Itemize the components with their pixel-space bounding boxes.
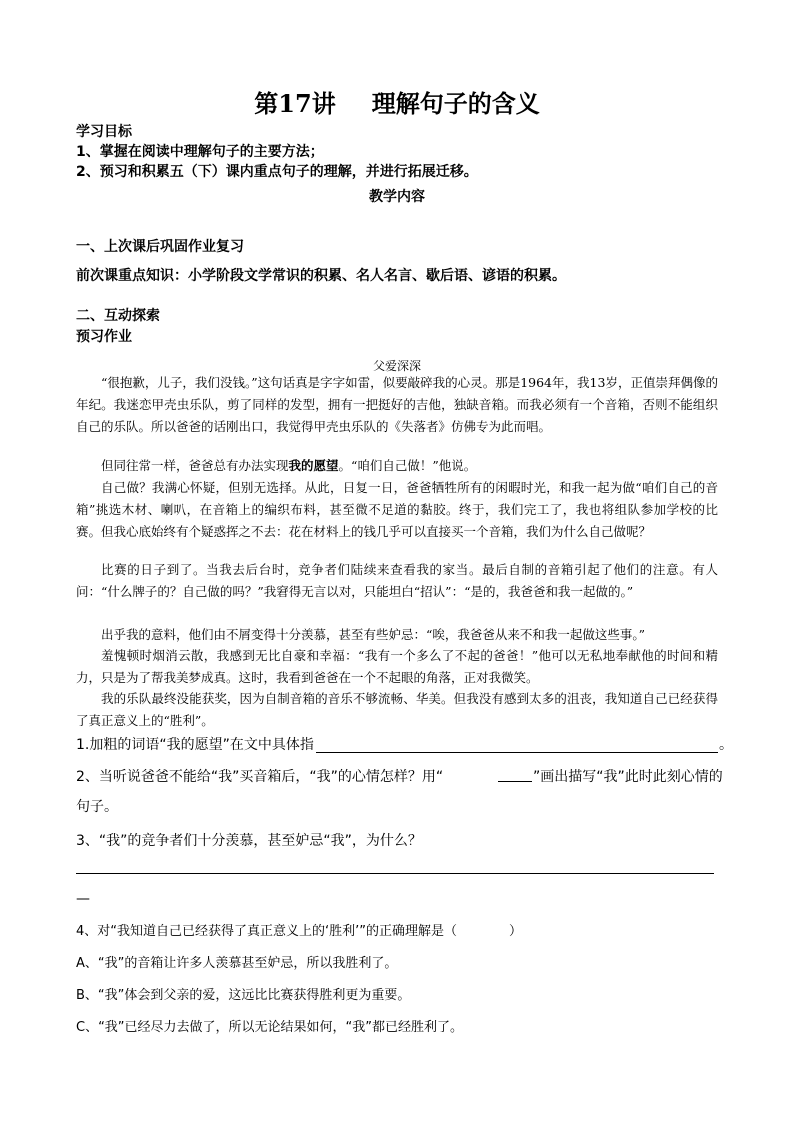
option-b[interactable]: B、“我”体会到父亲的爱，这远比比赛获得胜利更为重要。 <box>76 988 411 1003</box>
goals-heading: 学习目标 <box>76 124 132 140</box>
passage-paragraph-5: 出乎我的意料，他们由不屑变得十分羡慕，甚至有些妒忌：“唉，我爸爸从来不和我一起做这些事。” <box>101 627 646 642</box>
question-3-text: 3、“我”的竞争者们十分羡慕，甚至妒忌“我”，为什么？ <box>76 833 422 849</box>
question-2-text-cont: 句子。 <box>76 799 118 815</box>
passage-title: 父爱深深 <box>372 359 421 373</box>
question-3-dash: — <box>76 891 90 907</box>
passage-paragraph-7: 我的乐队最终没能获奖，因为自制音箱的音乐不够流畅、华美。但我没有感到太多的沮丧，我知道自己已经获得了真正意义上的“胜利”。 <box>76 691 718 729</box>
option-c[interactable]: C、“我”已经尽力去做了，所以无论结果如何，“我”都已经胜利了。 <box>76 1020 464 1035</box>
question-1-text: 1.加粗的词语“我的愿望”在文中具体指 <box>76 737 314 753</box>
goal-item-2: 2、预习和积累五（下）课内重点句子的理解，并进行拓展迁移。 <box>76 164 478 180</box>
page-title <box>0 84 794 119</box>
section1-heading: 一、上次课后巩固作业复习 <box>76 239 244 255</box>
section2-heading: 二、互动探索 <box>76 308 160 324</box>
question-3-answer-line[interactable] <box>76 873 714 874</box>
question-2-underline-sample <box>498 781 532 782</box>
question-2-text-start: 2、当听说爸爸不能给“我”买音箱后，“我”的心情怎样？用“ <box>76 769 444 785</box>
section1-focus: 前次课重点知识：小学阶段文学常识的积累、名人名言、歇后语、谚语的积累。 <box>76 268 566 284</box>
teaching-content-heading: 教学内容 <box>369 189 425 205</box>
option-a[interactable]: A、“我”的音箱让许多人羡慕甚至妒忌，所以我胜利了。 <box>76 956 398 971</box>
preview-homework-label: 预习作业 <box>76 329 132 345</box>
passage-paragraph-4: 比赛的日子到了。当我去后台时，竞争者们陆续来查看我的家当。最后自制的音箱引起了他们的注意。有人问：“什么牌子的？自己做的吗？”我窘得无言以对，只能坦白“招认”：“是的，我爸爸和我一起做的。” <box>76 562 718 600</box>
lesson-number: 第17讲 <box>254 89 336 118</box>
goal-item-1: 1、掌握在阅读中理解句子的主要方法； <box>76 144 324 160</box>
passage-paragraph-1: “很抱歉，儿子，我们没钱。”这句话真是字字如雷，似要敲碎我的心灵。那是1964年，我13岁，正值崇拜偶像的年纪。我迷恋甲壳虫乐队，剪了同样的发型，拥有一把挺好的吉他，独缺音箱。而我必须有一个音箱，否则不能组织自己的乐队。所以爸爸的话刚出口，我觉得甲壳虫乐队的《失落者》仿佛专为此而唱。 <box>76 375 718 435</box>
passage-paragraph-6: 羞愧顿时烟消云散，我感到无比自豪和幸福：“我有一个多么了不起的爸爸！”他可以无私地奉献他的时间和精力，只是为了帮我美梦成真。这时，我看到爸爸在一个不起眼的角落，正对我微笑。 <box>76 648 718 686</box>
lesson-topic: 理解句子的含义 <box>371 89 540 118</box>
question-1-answer-line[interactable] <box>316 752 718 753</box>
passage-paragraph-3: 自己做？我满心怀疑，但别无选择。从此，日复一日，爸爸牺牲所有的闲暇时光，和我一起为做“咱们自己的音箱”挑选木材、喇叭，在音箱上的编织布料，甚至微不足道的黏胶。终于，我们完工了，我也将组队参加学校的比赛。但我心底始终有个疑惑挥之不去：花在材料上的钱几乎可以直接买一个音箱，我们为什么自己做呢？ <box>76 480 718 540</box>
passage-paragraph-2: 但同往常一样，爸爸总有办法实现我的愿望。“咱们自己做！”他说。 <box>101 458 477 473</box>
question-1-period: 。 <box>719 737 733 753</box>
bold-phrase-my-wish: 我的愿望 <box>288 458 339 473</box>
question-2-text-end: ”画出描写“我”此时此刻心情的 <box>533 769 723 785</box>
question-4-text: 4、对“我知道自己已经获得了真正意义上的‘胜利’”的正确理解是（ ） <box>76 924 523 939</box>
